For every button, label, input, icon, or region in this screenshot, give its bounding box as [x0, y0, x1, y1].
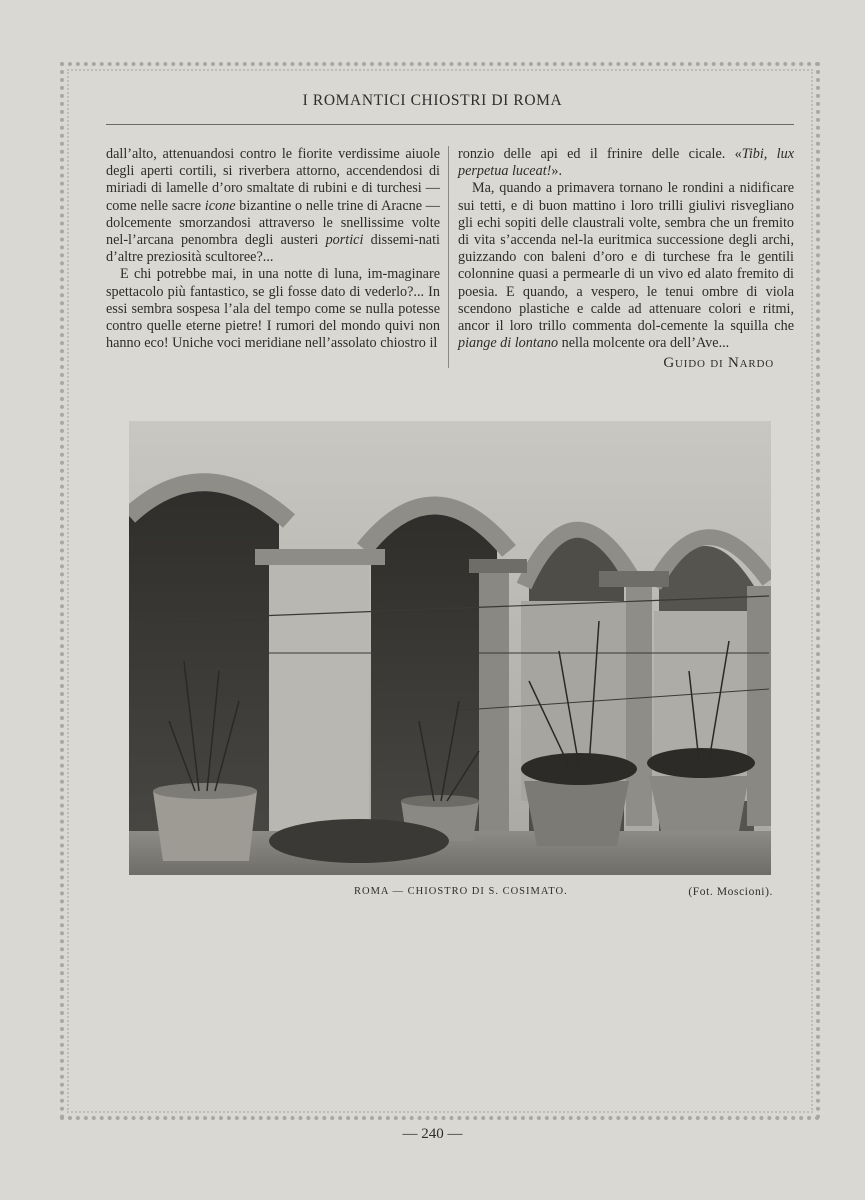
figure-caption: ROMA — CHIOSTRO DI S. COSIMATO. [354, 886, 568, 897]
article-left-column [106, 146, 440, 352]
article-right-column [458, 146, 794, 370]
author-signature: Guido di Nardo [663, 355, 774, 372]
paragraph: dall’alto, attenuandosi contro le fiorite verdissime aiuole degli aperti cortili, si riverbera attorno, accendendosi di miriadi di lamelle d’oro smaltate di rubini e di turchesi — come nelle sacre icone bizantine o nelle trine di Aracne — dolcemente smorzandosi attraverso le snellissime volte nel-l’arcana penombra degli austeri portici dissemi-nati d’altre preziosità scultoree?... [106, 146, 440, 266]
photo-credit: (Fot. Moscioni). [688, 886, 773, 898]
paragraph: Ma, quando a primavera tornano le rondini a nidificare sui tetti, e di buon mattino i loro trilli giulivi risvegliano gli echi sopiti delle claustrali volte, sembra che un fremito di vita s’accenda nel-la euritmica successione degli archi, guizzando con baleni d’oro e di turchese fra le gentili colonnine quasi a permearle di un vivo ed alato fremito di poesia. E quando, a vespero, le tenui ombre di viola scendono plastiche e calde ad attenuare colori e ritmi, ancor il loro trillo commenta dol-cemente la squilla che piange di lontano nella molcente ora dell’Ave... Guido di Nardo [458, 180, 794, 372]
page-number: — 240 — [402, 1126, 463, 1142]
paragraph: ronzio delle api ed il frinire delle cicale. «Tibi, lux perpetua luceat!». [458, 146, 795, 180]
cloister-photograph [129, 421, 771, 875]
running-title: I ROMANTICI CHIOSTRI DI ROMA [302, 92, 563, 109]
column-divider [448, 146, 449, 368]
paragraph: E chi potrebbe mai, in una notte di luna, im-maginare spettacolo più fantastico, se gli fosse dato di vederlo?... In essi sembra sospesa l’ala del tempo come se nulla potesse contro quelle eterne pietre! I rumori del mondo quivi non hanno eco! Uniche voci meridiane nell’assolato chiostro il [106, 266, 440, 352]
title-rule [106, 124, 794, 125]
